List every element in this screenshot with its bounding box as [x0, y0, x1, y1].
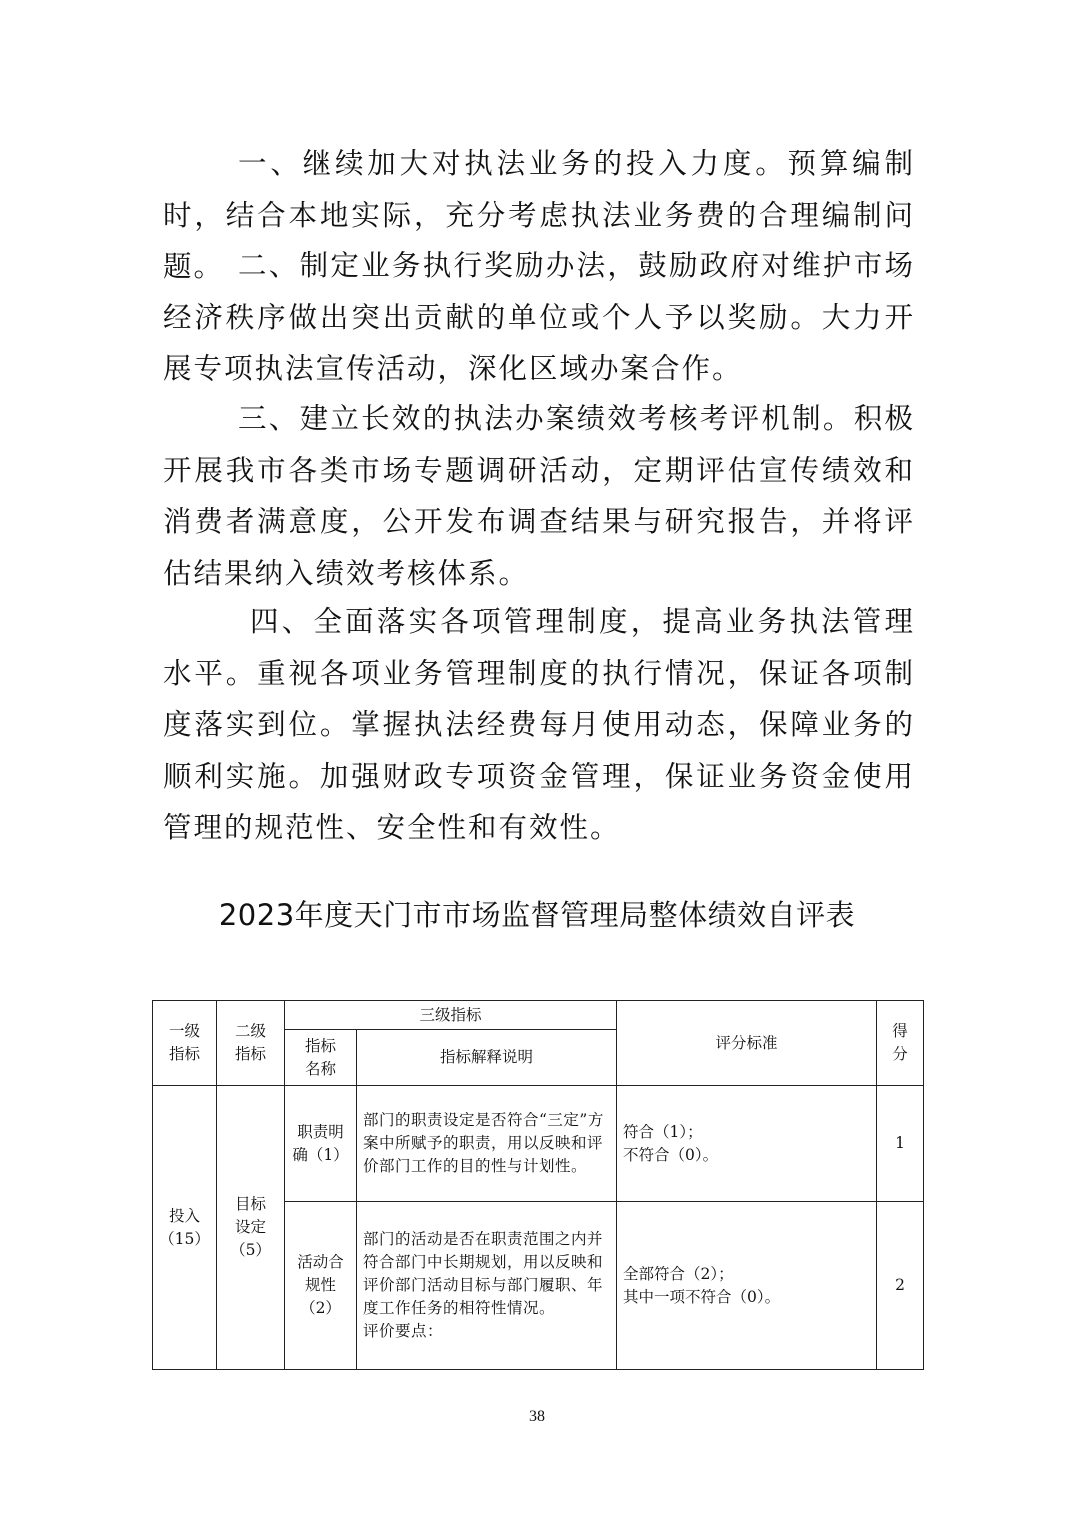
header-indicator-explain: 指标解释说明 — [357, 1030, 617, 1086]
indicator-name-cell: 活动合 规性 （2） — [285, 1202, 357, 1370]
indicator-name-cell: 职责明 确（1） — [285, 1086, 357, 1202]
paragraph-4: 四、全面落实各项管理制度，提高业务执法管理水平。重视各项业务管理制度的执行情况，保证各项制度落实到位。掌握执法经费每月使用动态，保障业务的顺利实施。加强财政专项资金管理，保证业务资金使用管理的规范性、安全性和有效性。 — [163, 605, 915, 844]
performance-table — [152, 1000, 924, 1370]
scoring-standard-cell: 符合（1）； 不符合（0）。 — [617, 1086, 877, 1202]
paragraph-2: 二、制定业务执行奖励办法，鼓励政府对维护市场经济秩序做出突出贡献的单位或个人予以奖励。大力开展专项执法宣传活动，深化区域办案合作。 — [163, 249, 915, 385]
level2-cell: 目标 设定 （5） — [217, 1086, 285, 1370]
indicator-explain-cell: 部门的活动是否在职责范围之内并符合部门中长期规划，用以反映和评价部门活动目标与部门履职、年度工作任务的相符性情况。 评价要点： — [357, 1202, 617, 1370]
scoring-standard-cell: 全部符合（2）； 其中一项不符合（0）。 — [617, 1202, 877, 1370]
header-level3: 三级指标 — [285, 1001, 617, 1030]
header-score: 得 分 — [877, 1001, 924, 1086]
paragraph-3: 三、建立长效的执法办案绩效考核考评机制。积极开展我市各类市场专题调研活动，定期评估宣传绩效和消费者满意度，公开发布调查结果与研究报告，并将评估结果纳入绩效考核体系。 — [163, 402, 915, 590]
score-cell: 1 — [877, 1086, 924, 1202]
header-level2: 二级 指标 — [217, 1001, 285, 1086]
page-number: 38 — [529, 1408, 545, 1425]
indicator-explain-cell: 部门的职责设定是否符合“三定”方案中所赋予的职责，用以反映和评价部门工作的目的性与计划性。 — [357, 1086, 617, 1202]
header-indicator-name: 指标 名称 — [285, 1030, 357, 1086]
level1-cell: 投入 （15） — [153, 1086, 217, 1370]
header-level1: 一级 指标 — [153, 1001, 217, 1086]
header-scoring-standard: 评分标准 — [617, 1001, 877, 1086]
table-title: 2023年度天门市市场监督管理局整体绩效自评表 — [218, 898, 856, 932]
score-cell: 2 — [877, 1202, 924, 1370]
paragraph-1: 一、继续加大对执法业务的投入力度。预算编制时，结合本地实际，充分考虑执法业务费的合理编制问题。 — [163, 147, 915, 283]
